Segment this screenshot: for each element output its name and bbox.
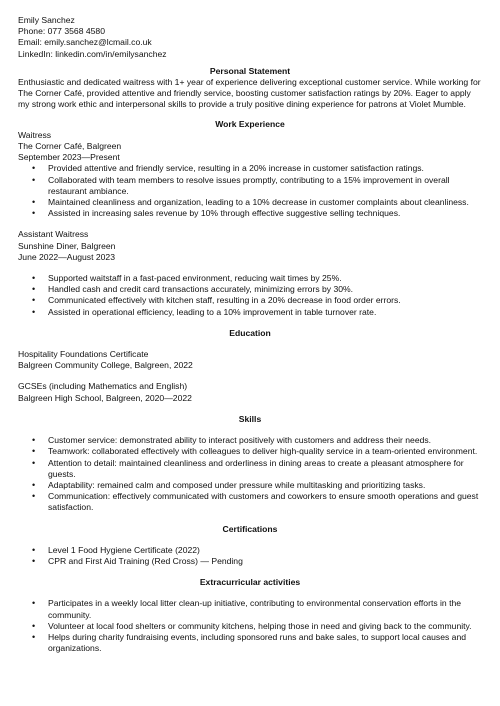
personal-statement-text: Enthusiastic and dedicated waitress with 1+ year of experience delivering exceptional customer service. While working for The Corner Café, provided attentive and friendly service, boosting customer satisfaction ratings by 20%. Eager to apply my strong work ethic and interpersonal skills to provide a truly positive dining experience for patrons at Violet Mumble. [18,77,481,110]
education-heading: Education [229,327,271,338]
list-item: • Attention to detail: maintained cleanliness and orderliness in dining areas to create a pleasant atmosphere for guests. [48,458,482,480]
job-employer: Sunshine Diner, Balgreen [18,240,116,251]
list-item: • Maintained cleanliness and organization, leading to a 10% decrease in customer complaints about cleanliness. [48,197,482,208]
list-item: • Collaborated with team members to resolve issues promptly, contributing to a 15% improvement in overall restaurant ambiance. [48,175,482,197]
list-item: • Volunteer at local food shelters or community kitchens, helping those in need and giving back to the community. [48,621,482,632]
list-item: • Adaptability: remained calm and composed under pressure while multitasking and prioritizing tasks. [48,480,482,491]
list-item: • Provided attentive and friendly service, resulting in a 20% increase in customer satisfaction ratings. [48,163,482,174]
skills-list [18,435,482,513]
skills-section [18,414,482,514]
certifications-list [18,545,482,567]
linkedin-line: LinkedIn: linkedin.com/in/emilysanchez [18,48,167,59]
qualification: Hospitality Foundations Certificate [18,349,149,360]
contact-block [18,15,482,60]
list-item: • Assisted in increasing sales revenue by 10% through effective suggestive selling techniques. [48,208,482,219]
list-item: • CPR and First Aid Training (Red Cross) — Pending [48,556,482,567]
list-item: • Communicated effectively with kitchen staff, resulting in a 20% decrease in food order errors. [48,295,482,306]
work-experience-heading: Work Experience [215,118,285,129]
personal-statement-section [18,66,482,111]
certifications-section [18,524,482,568]
list-item: • Teamwork: collaborated effectively with colleagues to deliver high-quality service in a team-oriented environment. [48,446,482,457]
job-title: Waitress [18,129,52,140]
list-item: • Level 1 Food Hygiene Certificate (2022) [48,545,482,556]
phone-line: Phone: 077 3568 4580 [18,26,105,37]
job-bullets [18,273,482,318]
institution: Balgreen High School, Balgreen, 2020—2022 [18,392,192,403]
email-line: Email: emily.sanchez@lcmail.co.uk [18,37,152,48]
extracurricular-section [18,577,482,654]
education-section [18,328,482,404]
list-item: • Communication: effectively communicated with customers and coworkers to ensure smooth operations and guest satisfaction. [48,491,482,513]
list-item: • Customer service: demonstrated ability to interact positively with customers and address their needs. [48,435,482,446]
job-entry [18,130,482,220]
job-employer: The Corner Café, Balgreen [18,141,122,152]
candidate-name: Emily Sanchez [18,15,75,25]
institution: Balgreen Community College, Balgreen, 2022 [18,360,193,371]
personal-statement-heading: Personal Statement [209,65,291,76]
list-item: • Participates in a weekly local litter clean-up initiative, contributing to environmental conservation efforts in the community. [48,598,482,620]
list-item: • Helps during charity fundraising events, including sponsored runs and bake sales, to support local causes and organizations. [48,632,482,654]
certifications-heading: Certifications [222,523,278,534]
job-entry [18,229,482,317]
job-title: Assistant Waitress [18,229,89,240]
extracurricular-list [18,598,482,654]
list-item: • Supported waitstaff in a fast-paced environment, reducing wait times by 25%. [48,273,482,284]
work-experience-section [18,119,482,318]
list-item: • Handled cash and credit card transactions accurately, minimizing errors by 30%. [48,284,482,295]
education-entry [18,349,482,371]
job-dates: September 2023—Present [18,152,120,163]
skills-heading: Skills [238,413,262,424]
list-item: • Assisted in operational efficiency, leading to a 10% improvement in table turnover rate. [48,307,482,318]
extracurricular-heading: Extracurricular activities [199,577,301,588]
qualification: GCSEs (including Mathematics and English) [18,381,188,392]
education-entry [18,381,482,403]
job-dates: June 2022—August 2023 [18,251,115,262]
job-bullets [18,163,482,219]
